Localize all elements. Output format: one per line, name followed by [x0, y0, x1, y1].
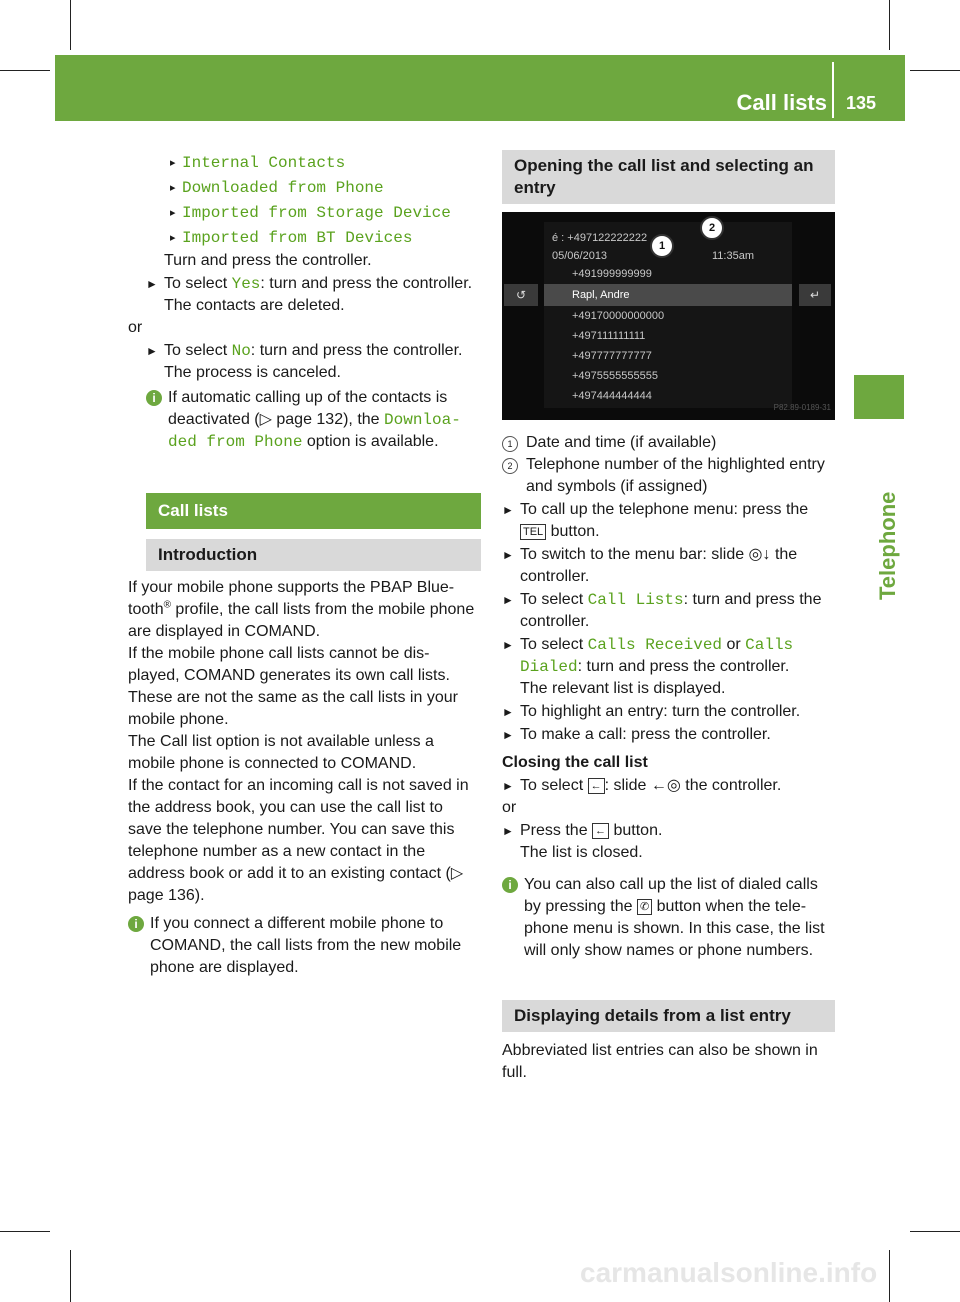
step-item: ► To make a call: press the controller.: [502, 726, 771, 743]
info-icon: i: [146, 390, 162, 406]
figure-id: P82.89-0189-31: [773, 403, 831, 412]
screen-row-time: 11:35am: [712, 250, 754, 262]
step-item: ► To switch to the menu bar: slide ◎↓ the controller.: [502, 546, 798, 585]
step-item: ► To call up the telephone menu: press the TEL button.: [502, 501, 809, 540]
crop-mark: [70, 1250, 71, 1302]
info-note: i If automatic calling up of the contacts is deactivated (▷ page 132), the Downloa‑ ded from Phone option is available.: [146, 387, 481, 453]
tel-key-icon: TEL: [520, 524, 546, 540]
paragraph: If the contact for an incoming call is not saved in the address book, you can use the call list to save the telephone number. You can save this telephone number as a new contact in the address book or add it to an existing contact (▷ page 136).: [128, 777, 469, 904]
crop-mark: [0, 1231, 50, 1232]
page-title: Call lists: [736, 90, 827, 115]
back-icon: ←: [588, 778, 605, 794]
back-arrow-icon: ↺: [504, 284, 538, 306]
screen-row: Rapl, Andre: [572, 289, 630, 301]
crop-mark: [910, 70, 960, 71]
crop-mark: [889, 0, 890, 50]
step-item: ► To highlight an entry: turn the controller.: [502, 703, 801, 720]
step-item: ► To select Calls Received or Calls Dialed: turn and press the controller. The relevant list is displayed.: [502, 636, 794, 697]
side-tab: [854, 375, 904, 419]
closing-heading: Closing the call list: [502, 754, 648, 771]
crop-mark: [70, 0, 71, 50]
section-heading: Opening the call list and selecting an entry: [502, 150, 835, 204]
left-column: [128, 150, 481, 979]
step-item: ► Press the ← button. The list is closed.: [502, 822, 663, 861]
paragraph: The Call list option is not available unless a mobile phone is connected to COMAND.: [128, 733, 434, 772]
phone-icon: ✆: [637, 899, 652, 915]
right-column: [502, 150, 835, 1084]
page-number: 135: [846, 93, 877, 113]
callout-2: 2: [700, 216, 724, 240]
legend-item: 1 Date and time (if available): [502, 432, 835, 454]
paragraph: If the mobile phone call lists cannot be dis‑ played, COMAND generates its own call lists. These are not the same as the call lists in your mobile phone.: [128, 645, 458, 728]
or-text: or: [502, 799, 517, 816]
info-icon: i: [128, 916, 144, 932]
callout-1: 1: [650, 234, 674, 258]
step-item: ► To select Call Lists: turn and press the controller.: [502, 591, 822, 630]
step-item: ► To select Yes: turn and press the controller. The contacts are deleted.: [146, 275, 473, 314]
screen-row: +491999999999: [572, 268, 652, 280]
section-heading: Call lists: [146, 493, 481, 529]
enter-arrow-icon: ↵: [799, 284, 831, 306]
list-item: ▸ Imported from BT Devices: [170, 228, 413, 247]
screen-row: +497111111111: [572, 330, 646, 342]
instruction-text: Turn and press the controller.: [164, 252, 372, 269]
crop-mark: [0, 70, 50, 71]
screen-row-date: 05/06/2013: [552, 250, 608, 262]
info-note: i You can also call up the list of dialed calls by pressing the ✆ button when the tele‑ phone menu is shown. In this case, the list will only show names or phone numbers.: [502, 874, 835, 962]
screen-row: +4975555555555: [572, 370, 658, 382]
list-item: ▸ Imported from Storage Device: [170, 203, 451, 222]
list-item: ▸ Internal Contacts: [170, 153, 346, 172]
info-icon: i: [502, 877, 518, 893]
side-tab-label: Telephone: [875, 491, 900, 600]
header-separator: [832, 62, 834, 118]
legend-item: 2 Telephone number of the highlighted entry and symbols (if assigned): [502, 454, 835, 498]
paragraph: Abbreviated list entries can also be shown in full.: [502, 1042, 818, 1081]
info-note: i If you connect a different mobile phone to COMAND, the call lists from the new mobile phone are displayed.: [128, 913, 481, 979]
step-item: ► To select No: turn and press the controller. The process is canceled.: [146, 342, 463, 381]
screen-row: +497444444444: [572, 390, 652, 402]
section-heading: Displaying details from a list entry: [502, 1000, 835, 1032]
screen-row-number: é : +497122222222: [552, 232, 648, 244]
watermark: carmanualsonline.info: [580, 1257, 878, 1288]
step-item: ► To select ← : slide ←◎ the controller.: [502, 777, 782, 794]
screen-row: +497777777777: [572, 350, 652, 362]
screen-row: +49170000000000: [572, 310, 665, 322]
paragraph: If your mobile phone supports the PBAP Blue‑ tooth® profile, the call lists from the mobile phone are displayed in COMAND.: [128, 579, 475, 640]
back-icon: ←: [592, 823, 609, 839]
display-screenshot: [502, 212, 835, 420]
or-text: or: [128, 319, 143, 336]
list-item: ▸ Downloaded from Phone: [170, 178, 384, 197]
subsection-heading: Introduction: [146, 539, 481, 571]
crop-mark: [889, 1250, 890, 1302]
crop-mark: [910, 1231, 960, 1232]
